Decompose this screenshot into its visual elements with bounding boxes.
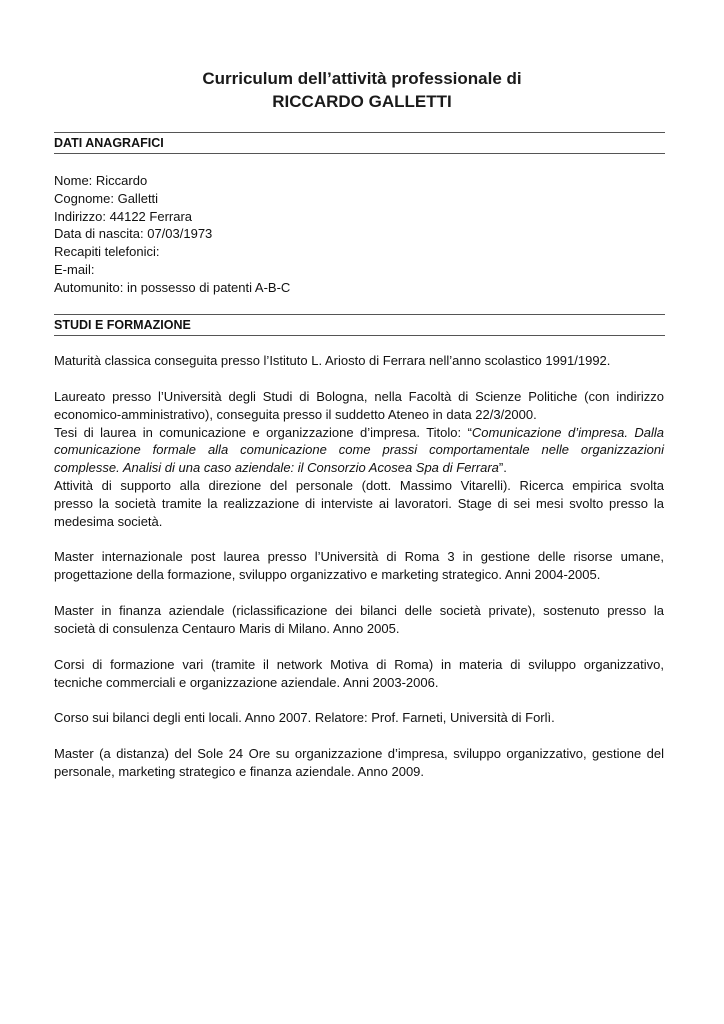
paragraph-line: personale, marketing strategico e finanza aziendale. Anno 2009. xyxy=(54,763,425,779)
thesis-line-3 xyxy=(54,459,664,477)
personal-data-address: Indirizzo: 44122 Ferrara xyxy=(54,208,193,224)
paragraph-line: Corso sui bilanci degli enti locali. Anno 2007. Relatore: Prof. Farneti, Università di Forlì. xyxy=(54,710,555,725)
document-title xyxy=(0,67,724,113)
thesis-suffix: ”. xyxy=(498,460,507,476)
personal-data-birthdate: Data di nascita: 07/03/1973 xyxy=(54,226,213,242)
paragraph-line: presso la società tramite la realizzazione di interviste ai lavoratori. Stage di sei mesi svolto presso la xyxy=(54,495,664,511)
section-header-studi-formazione: STUDI E FORMAZIONE xyxy=(54,314,665,336)
personal-data-driving: Automunito: in possesso di patenti A-B-C xyxy=(54,279,291,295)
paragraph-master-finanza xyxy=(54,602,664,638)
paragraph-line: Attività di supporto alla direzione del personale (dott. Massimo Vitarelli). Ricerca empirica svolta xyxy=(54,477,664,493)
paragraph-line: Master internazionale post laurea presso l’Università di Roma 3 in gestione delle risorse umane, xyxy=(54,549,664,564)
section-header-dati-anagrafici: DATI ANAGRAFICI xyxy=(54,132,665,154)
personal-data-surname: Cognome: Galletti xyxy=(54,190,159,206)
paragraph-maturita xyxy=(54,352,664,370)
paragraph-line: economico-amministrativo), conseguita presso il suddetto Ateneo in data 22/3/2000. xyxy=(54,406,537,422)
paragraph-master-roma xyxy=(54,548,664,584)
paragraph-line: Corsi di formazione vari (tramite il network Motiva di Roma) in materia di sviluppo organizzativo, xyxy=(54,657,664,672)
thesis-line-2 xyxy=(54,441,664,459)
thesis-prefix: Tesi di laurea in comunicazione e organizzazione d’impresa. Titolo: “ xyxy=(54,424,472,440)
personal-data-phone: Recapiti telefonici: xyxy=(54,244,160,260)
paragraph-line: Master (a distanza) del Sole 24 Ore su organizzazione d’impresa, sviluppo organizzativo, gestione del xyxy=(54,746,664,761)
paragraph-line: Master in finanza aziendale (riclassificazione dei bilanci delle società private), sostenuto presso la xyxy=(54,603,664,618)
personal-data-list xyxy=(54,172,664,297)
thesis-title-part-1: Comunicazione d’impresa. Dalla xyxy=(471,424,664,440)
paragraph-corso-bilanci xyxy=(54,709,664,727)
paragraph-line: tecniche commerciali e organizzazione aziendale. Anni 2003-2006. xyxy=(54,674,439,690)
thesis-title-part-3: complesse. Analisi di una caso aziendale: il Consorzio Acosea Spa di Ferrara xyxy=(54,460,499,476)
personal-data-email: E-mail: xyxy=(54,261,95,277)
title-line-2: RICCARDO GALLETTI xyxy=(272,92,452,111)
paragraph-line: società di consulenza Centauro Maris di Milano. Anno 2005. xyxy=(54,620,400,636)
title-line-1: Curriculum dell’attività professionale di xyxy=(202,69,522,88)
thesis-title-part-2: comunicazione formale alla comunicazione come prassi comportamentale nelle organizzazioni xyxy=(54,442,664,458)
paragraph-master-sole24ore xyxy=(54,745,664,781)
paragraph-line: Laureato presso l’Università degli Studi di Bologna, nella Facoltà di Scienze Politiche (con indirizzo xyxy=(54,389,664,404)
paragraph-line: progettazione della formazione, sviluppo organizzativo e marketing strategico. Anni 2004-2005. xyxy=(54,566,601,582)
paragraph-line: Maturità classica conseguita presso l’Istituto L. Ariosto di Ferrara nell’anno scolastico 1991/1992. xyxy=(54,353,611,368)
personal-data-name: Nome: Riccardo xyxy=(54,173,148,188)
paragraph-laurea xyxy=(54,388,664,530)
paragraph-corsi xyxy=(54,656,664,692)
paragraph-line: medesima società. xyxy=(54,513,163,529)
thesis-line-1 xyxy=(54,424,664,442)
